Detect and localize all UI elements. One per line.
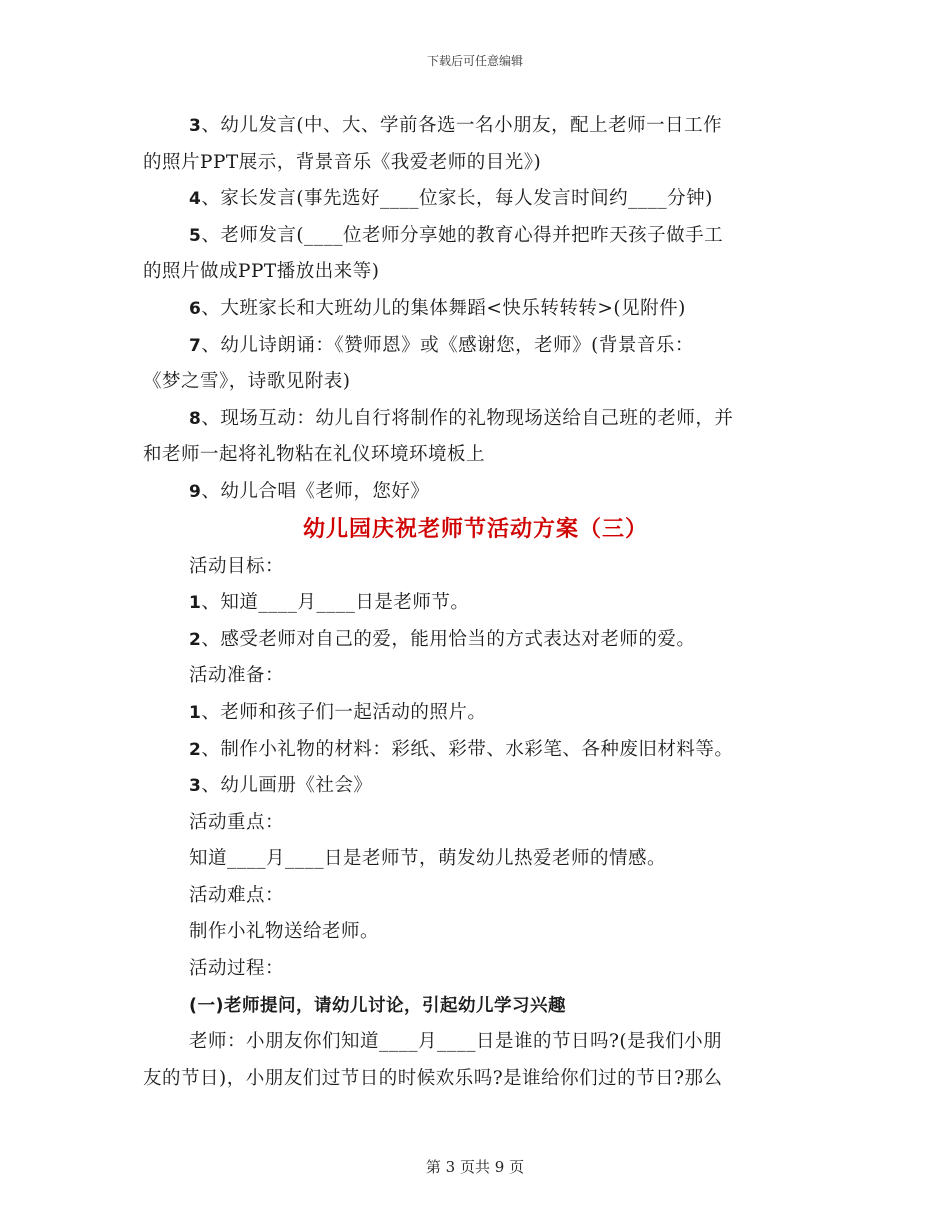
item-9 xyxy=(143,474,808,511)
focus-text: 知道____月____日是老师节，萌发幼儿热爱老师的情感。 xyxy=(189,848,667,870)
goal-1 xyxy=(143,585,808,622)
item-text: 、感受老师对自己的爱，能用恰当的方式表达对老师的爱。 xyxy=(201,628,696,650)
item-number: 7 xyxy=(189,335,202,356)
process-text-line-1: 老师：小朋友你们知道____月____日是谁的节日吗?(是我们小朋 xyxy=(189,1031,723,1053)
item-number: 3 xyxy=(189,116,202,136)
prep-1 xyxy=(143,695,808,732)
item-text: 、幼儿诗朗诵：《赞师恩》或《感谢您，老师》(背景音乐： xyxy=(201,334,694,356)
goal-2 xyxy=(143,622,808,659)
difficulty-text: 制作小礼物送给老师。 xyxy=(189,921,380,943)
prep-3 xyxy=(143,768,808,805)
item-8-line-1 xyxy=(143,401,808,438)
goal-heading: 活动目标： xyxy=(189,555,285,577)
item-7-line-2: 《梦之雪》，诗歌见附表) xyxy=(143,371,351,393)
process-step-1-heading: (一)老师提问，请幼儿讨论，引起幼儿学习兴趣 xyxy=(189,995,566,1016)
item-number: 5 xyxy=(189,225,202,246)
item-number: 1 xyxy=(189,702,202,723)
item-text: 、知道____月____日是老师节。 xyxy=(201,592,470,614)
item-8-line-2: 和老师一起将礼物粘在礼仪环境环境板上 xyxy=(143,444,486,466)
item-text: 、幼儿合唱《老师，您好》 xyxy=(201,480,430,502)
item-text: 、现场互动：幼儿自行将制作的礼物现场送给自己班的老师，并 xyxy=(201,407,734,429)
item-text: 、大班家长和大班幼儿的集体舞蹈<快乐转转转>(见附件) xyxy=(201,297,686,319)
item-4 xyxy=(143,181,808,218)
page-header: 下载后可任意编辑 xyxy=(426,54,523,68)
item-7-line-1 xyxy=(143,328,808,365)
item-number: 2 xyxy=(189,629,202,650)
item-3-line-2: 的照片PPT展示，背景音乐《我爱老师的目光》) xyxy=(143,151,542,173)
item-number: 8 xyxy=(189,408,202,429)
process-text-line-2: 友的节日)，小朋友们过节日的时候欢乐吗?是谁给你们过的节日?那么 xyxy=(143,1067,723,1089)
page-footer: 第 3 页共 9 页 xyxy=(425,1158,525,1176)
focus-heading: 活动重点： xyxy=(189,811,285,833)
item-5-line-2: 的照片做成PPT播放出来等) xyxy=(143,261,380,283)
section-title: 幼儿园庆祝老师节活动方案（三） xyxy=(302,516,648,542)
item-number: 6 xyxy=(189,298,202,319)
item-text: 、老师发言(____位老师分享她的教育心得并把昨天孩子做手工 xyxy=(201,224,724,246)
prep-2 xyxy=(143,732,808,769)
item-text: 、老师和孩子们一起活动的照片。 xyxy=(201,701,487,723)
item-text: 、家长发言(事先选好____位家长，每人发言时间约____分钟) xyxy=(201,188,713,210)
item-text: 、幼儿发言(中、大、学前各选一名小朋友，配上老师一日工作 xyxy=(201,115,723,136)
process-heading: 活动过程： xyxy=(189,958,285,980)
item-text: 、幼儿画册《社会》 xyxy=(201,775,373,797)
document-body xyxy=(143,108,808,1097)
item-number: 2 xyxy=(189,739,202,760)
item-text: 、制作小礼物的材料：彩纸、彩带、水彩笔、各种废旧材料等。 xyxy=(201,738,734,760)
item-6 xyxy=(143,291,808,328)
item-3-line-1 xyxy=(143,108,808,145)
item-number: 9 xyxy=(189,481,202,502)
item-number: 1 xyxy=(189,593,202,614)
item-5-line-1 xyxy=(143,218,808,255)
difficulty-heading: 活动难点： xyxy=(189,884,285,906)
item-number: 3 xyxy=(189,776,202,797)
prep-heading: 活动准备： xyxy=(189,665,285,687)
item-number: 4 xyxy=(189,189,202,210)
